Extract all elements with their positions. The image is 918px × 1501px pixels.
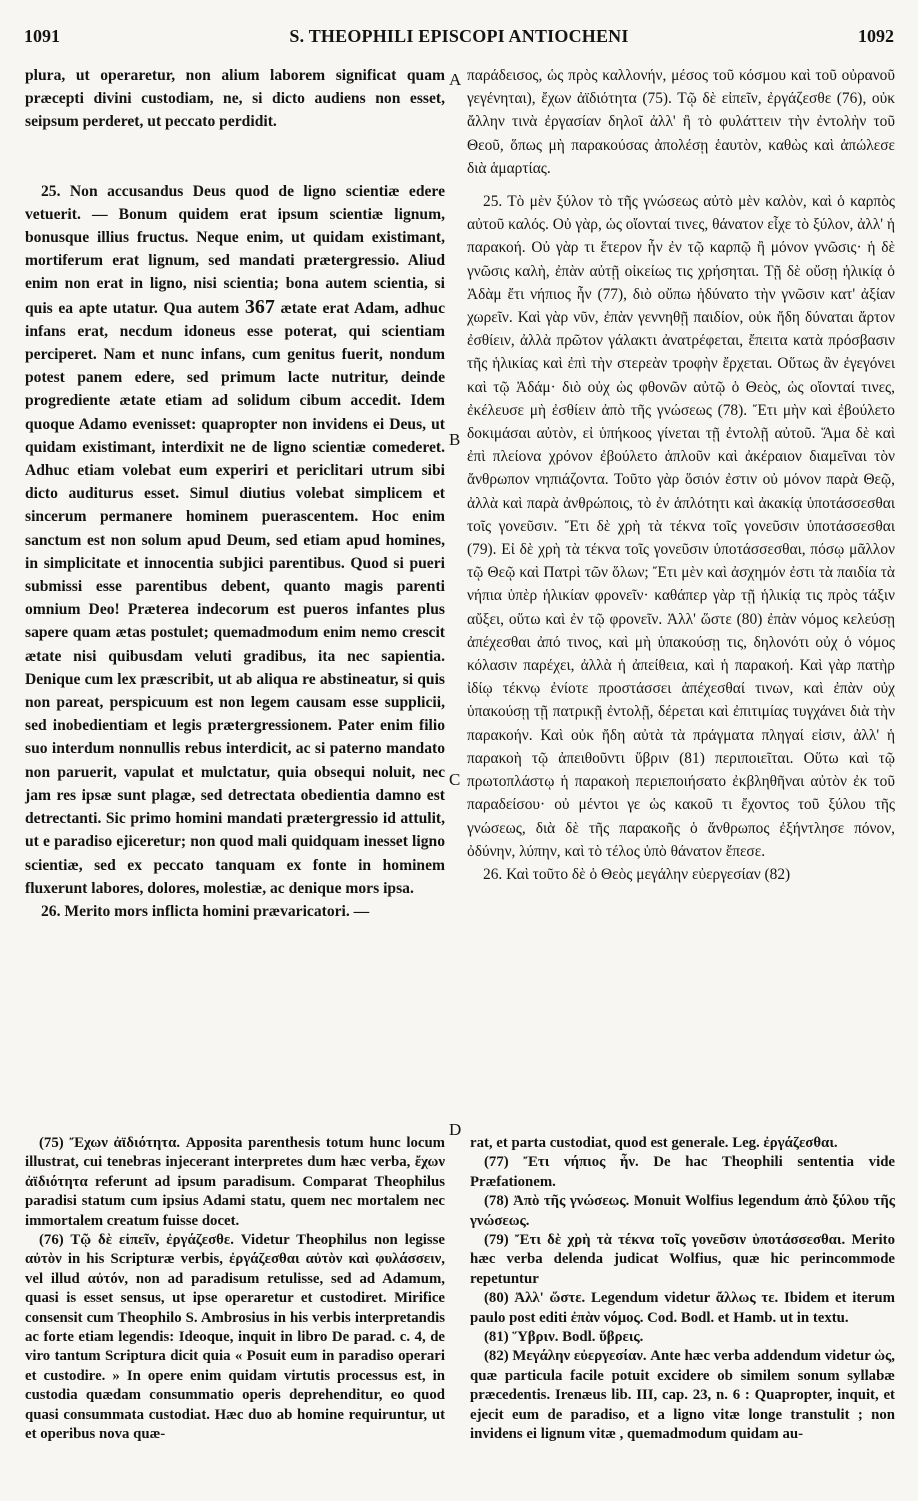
latin-paragraph: 26. Merito mors inflicta homini prævaricatori. — bbox=[41, 902, 370, 920]
margin-marker-d: D bbox=[449, 1120, 462, 1139]
footnote: (77) Ἔτι νήπιος ἦν. De hac Theophili sententia vide Præfationem. bbox=[470, 1154, 895, 1190]
footnote: (82) Μεγάλην εὐεργεσίαν. Ante hæc verba addendum videtur ὡς, quæ particula facile potuit excidere ob similem sonum syllabæ præcedentis. Irenæus lib. III, cap. 23, n. 6 : Quapropter, inquit, et ejecit eum de paradiso, et a ligno vitæ longe transtulit ; non invidens ei lignum vitæ , quemadmodum quidam au- bbox=[470, 1348, 895, 1443]
latin-text: 25. Non accusandus Deus quod de ligno scientiæ edere vetuerit. — Bonum quidem erat ipsum scientiæ lignum, bonusque illius fructus. Neque enim, ut quidam existimant, mortiferum erat lignum, sed mandati prætergressio. Aliud enim non erat in ligno, nisi scientia; bona autem scientia, si quis ea apte utatur. Qua autem bbox=[25, 182, 445, 317]
footnote: (75) Ἔχων ἀϊδιότητα. Apposita parenthesis totum hunc locum illustrat, cui tenebras injecerant interpretes dum hæc verba, ἔχων ἀϊδιότητα referunt ad ipsum paradisum. Comparat Theophilus paradisi statum cum ipsius Adami statu, quem nec mortalem nec immortalem creatum fuisse docet. bbox=[25, 1135, 445, 1229]
margin-marker-c: C bbox=[449, 770, 461, 789]
footnote: (78) Ἀπὸ τῆς γνώσεως. Monuit Wolfius legendum ἀπὸ ξύλου τῆς γνώσεως. bbox=[470, 1193, 895, 1229]
footnote: rat, et parta custodiat, quod est generale. Leg. ἐργάζεσθαι. bbox=[470, 1135, 838, 1151]
footnote: (81) Ὕβριν. Bodl. ὕβρεις. bbox=[484, 1329, 644, 1346]
footnote: (79) Ἔτι δὲ χρὴ τὰ τέκνα τοῖς γονεῦσιν ὑποτάσσεσθαι. Merito hæc verba delenda judicat Wolfius, quæ hic perincommode repetuntur bbox=[470, 1232, 895, 1287]
margin-marker-b: B bbox=[449, 430, 461, 449]
footnotes-right bbox=[470, 1134, 895, 1445]
greek-paragraph: 26. Καὶ τοῦτο δὲ ὁ Θεὸς μεγάλην εὐεργεσίαν (82) bbox=[483, 865, 791, 883]
margin-marker-a: A bbox=[449, 70, 462, 89]
running-title: S. THEOPHILI EPISCOPI ANTIOCHENI bbox=[289, 26, 629, 46]
column-number: 367 bbox=[244, 295, 275, 318]
page-number-left: 1091 bbox=[24, 26, 60, 46]
greek-paragraph: παράδεισος, ὡς πρὸς καλλονήν, μέσος τοῦ κόσμου καὶ τοῦ οὐρανοῦ γεγένηται), ἔχων ἀϊδιότητα (75). Τῷ δὲ εἰπεῖν, ἐργάζεσθε (76), οὐκ ἄλλην τινὰ ἐργασίαν δηλοῖ ἀλλ' ἢ τὸ φυλάττειν τὴν ἐντολὴν τοῦ Θεοῦ, ὅπως μὴ παρακούσας ἀπολέσῃ ἑαυτὸν, καθὼς καὶ ἀπώλεσε διὰ ἁμαρτίας. bbox=[467, 67, 895, 177]
latin-paragraph bbox=[25, 180, 445, 900]
latin-column bbox=[25, 64, 445, 923]
footnote: (80) Ἀλλ' ὥστε. Legendum videtur ἄλλως τε. Ibidem et iterum paulo post editi ἐπὰν νόμος. Cod. Bodl. et Hamb. ut in textu. bbox=[470, 1290, 895, 1326]
footnotes-left bbox=[25, 1134, 445, 1445]
greek-column bbox=[467, 64, 895, 886]
greek-paragraph: 25. Τὸ μὲν ξύλον τὸ τῆς γνώσεως αὐτὸ μὲν καλὸν, καὶ ὁ καρπὸς αὐτοῦ καλός. Οὐ γὰρ, ὡς οἴονταί τινες, θάνατον εἶχε τὸ ξύλον, ἀλλ' ἡ παρακοή. Οὐ γὰρ τι ἕτερον ἦν ἐν τῷ καρπῷ ἢ μόνον γνῶσις· ἡ δὲ γνῶσις καλὴ, ἐπὰν αὐτῇ οἰκείως τις χρήσηται. Τῇ δὲ οὔσῃ ἡλικίᾳ ὁ Ἀδὰμ ἔτι νήπιος ἦν (77), διὸ οὔπω ἠδύνατο τὴν γνῶσιν κατ' ἀξίαν χωρεῖν. Καὶ γὰρ νῦν, ἐπὰν γεννηθῇ παιδίον, οὐκ ἤδη δύναται ἄρτον ἐσθίειν, ἀλλὰ πρῶτον γάλακτι ἀνατρέφεται, ἔπειτα κατὰ πρόσβασιν τῆς ἡλικίας καὶ ἐπὶ τὴν στερεὰν τροφὴν ἔρχεται. Οὕτως ἂν ἐγεγόνει καὶ τῷ Ἀδάμ· διὸ οὐχ ὡς φθονῶν αὐτῷ ὁ Θεὸς, ὡς οἴονταί τινες, ἐκέλευσε μὴ ἐσθίειν ἀπὸ τῆς γνώσεως (78). Ἔτι μὴν καὶ ἐβούλετο δοκιμάσαι αὐτὸν, εἰ ὑπήκοος γίνεται τῇ ἐντολῇ αὐτοῦ. Ἅμα δὲ καὶ ἐπὶ πλείονα χρόνον ἐβούλετο ἁπλοῦν καὶ ἀκέραιον διαμεῖναι τὸν ἄνθρωπον νηπιάζοντα. Τοῦτο γὰρ ὅσιόν ἐστιν οὐ μόνον παρὰ Θεῷ, ἀλλὰ καὶ παρὰ ἀνθρώποις, τὸ ἐν ἁπλότητι καὶ ἀκακίᾳ ὑποτάσσεσθαι τοῖς γονεῦσιν. Ἔτι δὲ χρὴ τὰ τέκνα τοῖς γονεῦσιν ὑποτάσσεσθαι (79). Εἰ δὲ χρὴ τὰ τέκνα τοῖς γονεῦσιν ὑποτάσσεσθαι, πόσῳ μᾶλλον τῷ Θεῷ καὶ Πατρὶ τῶν ὅλων; Ἔτι μὲν καὶ ἀσχημόν ἐστι τὰ παιδία τὰ νήπια ὑπὲρ ἡλικίαν φρονεῖν· καθάπερ γὰρ τῇ ἡλικίᾳ τις πρὸς τάξιν αὔξει, οὕτω καὶ ἐν τῷ φρονεῖν. Ἀλλ' ὥστε (80) ἐπὰν νόμος κελεύσῃ ἀπέχεσθαι ἀπό τινος, καὶ μὴ ὑπακούσῃ τις, δηλονότι οὐχ ὁ νόμος κόλασιν παρέχει, ἀλλὰ ἡ ἀπείθεια, καὶ ἡ παρακοή. Καὶ γὰρ πατὴρ ἰδίῳ τέκνῳ ἐνίοτε προστάσσει ἀπέχεσθαί τινων, καὶ ἐπὰν οὐχ ὑπακούσῃ τῇ πατρικῇ ἐντολῇ, δέρεται καὶ ἐπιτιμίας τυγχάνει διὰ τὴν παρακοήν. Καὶ οὐκ ἤδη αὐτὰ τὰ πράγματα πληγαί εἰσιν, ἀλλ' ἡ παρακοὴ τῷ ἀπειθοῦντι ὕβριν (81) περιποιεῖται. Οὕτω καὶ τῷ πρωτοπλάστῳ ἡ παρακοὴ περιεποιήσατο ἐκβληθῆναι αὐτὸν ἐκ τοῦ παραδείσου· οὐ μέντοι γε ὡς κακοῦ τι ἔχοντος τοῦ ξύλου τῆς γνώσεως, διὰ δὲ τῆς παρακοῆς ὁ ἄνθρωπος ἐξήντλησε πόνον, ὀδύνην, λύπην, καὶ τὸ τέλος ὑπὸ θάνατον ἔπεσε. bbox=[467, 193, 895, 860]
page-number-right: 1092 bbox=[858, 26, 894, 46]
latin-paragraph: plura, ut operaretur, non alium laborem significat quam præcepti divini custodiam, ne, si dicto audiens non esset, seipsum perderet, ut peccato perdidit. bbox=[25, 67, 445, 131]
latin-text: ætate erat Adam, adhuc infans erat, necdum idoneus esse poterat, qui scientiam perciperet. Nam et nunc infans, cum genitus fuerit, nondum potest panem edere, sed primum lacte nutritur, deinde progrediente ætate etiam ad solidum cibum accedit. Idem quoque Adamo evenisset: quapropter non invidens ei Deus, ut quidam existimant, interdixit ne de ligno scientiæ comederet. Adhuc etiam volebat eum experiri et periclitari utrum sibi dicto auditurus esset. Simul diutius volebat simplicem et sincerum permanere hominem puerascentem. Hoc enim sanctum est non solum apud Deum, sed etiam apud homines, in simplicitate et innocentia subjici parentibus. Quod si pueri submissi esse parentibus debent, quanto magis parenti omnium Deo! Præterea indecorum est pueros infantes plus sapere quam ætas postulet; quemadmodum enim nemo crescit ætate nisi quibusdam veluti gradibus, ita nec sapientia. Denique cum lex præscribit, ut ab aliqua re abstineatur, si quis non pareat, perspicuum est non legem causam esse supplicii, sed inobedientiam et legis prætergressionem. Pater enim filio suo interdum nonnullis rebus interdicit, ac si paterno mandato non paruerit, vapulat et mulctatur, quia obsequi noluit, nec jam res ipsæ sunt plagæ, sed detrectata obedientia damno est detrectanti. Sic primo homini mandati prætergressio id attulit, ut e paradiso ejiceretur; non quod mali quidquam inesset ligno scientiæ, sed ex peccato tanquam ex fonte in hominem fluxerunt labores, dolores, molestiæ, ac denique mors ipsa. bbox=[25, 299, 446, 897]
page-header bbox=[24, 26, 894, 52]
footnote: (76) Τῷ δὲ εἰπεῖν, ἐργάζεσθε. Videtur Theophilus non legisse αὐτὸν in his Scripturæ verbis, ἐργάζεσθαι αὐτὸν καὶ φυλάσσειν, vel illud αὐτόν, non ad paradisum retulisse, sed ad Adamum, quasi is esset sensus, ut ipse operaretur et custodiret. Mirifice consensit cum Theophilo S. Ambrosius in his verbis interpretandis ac forte etiam legendis: Ideoque, inquit in libro De parad. c. 4, de viro tantum Scriptura dicit quia « Posuit eum in paradiso operari et custodire. » In opere enim quidam virtutis processus est, in custodia quædam consummatio operis deprehenditur, eo quod quasi consummata custodiat. Hæc duo ab homine requiruntur, ut et operibus nova quæ- bbox=[25, 1232, 445, 1443]
